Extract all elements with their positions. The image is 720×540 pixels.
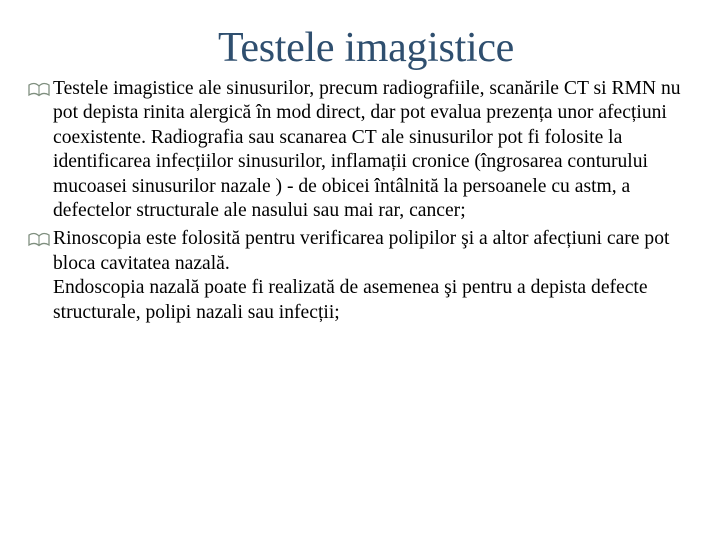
bullet-text: Testele imagistice ale sinusurilor, precum radiografiile, scanările CT si RMN nu pot depista rinita alergică în mod direct, dar pot evalua prezența unor afecțiuni coexistente. Radiografia sau scanarea CT ale sinusurilor pot fi folosite la identificarea infecțiilor sinusurilor, inflamații cronice (îngrosarea conturului mucoasei sinusurilor nazale ) - de obicei întâlnită la persoanele cu astm, a defectelor structurale ale nasului sau mai rar, cancer; (53, 78, 681, 222)
slide-title: Testele imagistice (217, 25, 515, 71)
slide-body (28, 77, 708, 325)
book-bullet-icon (28, 231, 50, 247)
bullet-item (28, 227, 708, 325)
bullet-text: Rinoscopia este folosită pentru verificarea polipilor şi a altor afecțiuni care pot bloca cavitatea nazală. (53, 228, 670, 274)
book-bullet-icon (28, 81, 50, 97)
bullet-item (28, 77, 708, 223)
bullet-text-continuation: Endoscopia nazală poate fi realizată de asemenea şi pentru a depista defecte structurale, polipi nazali sau infecții; (53, 277, 648, 323)
